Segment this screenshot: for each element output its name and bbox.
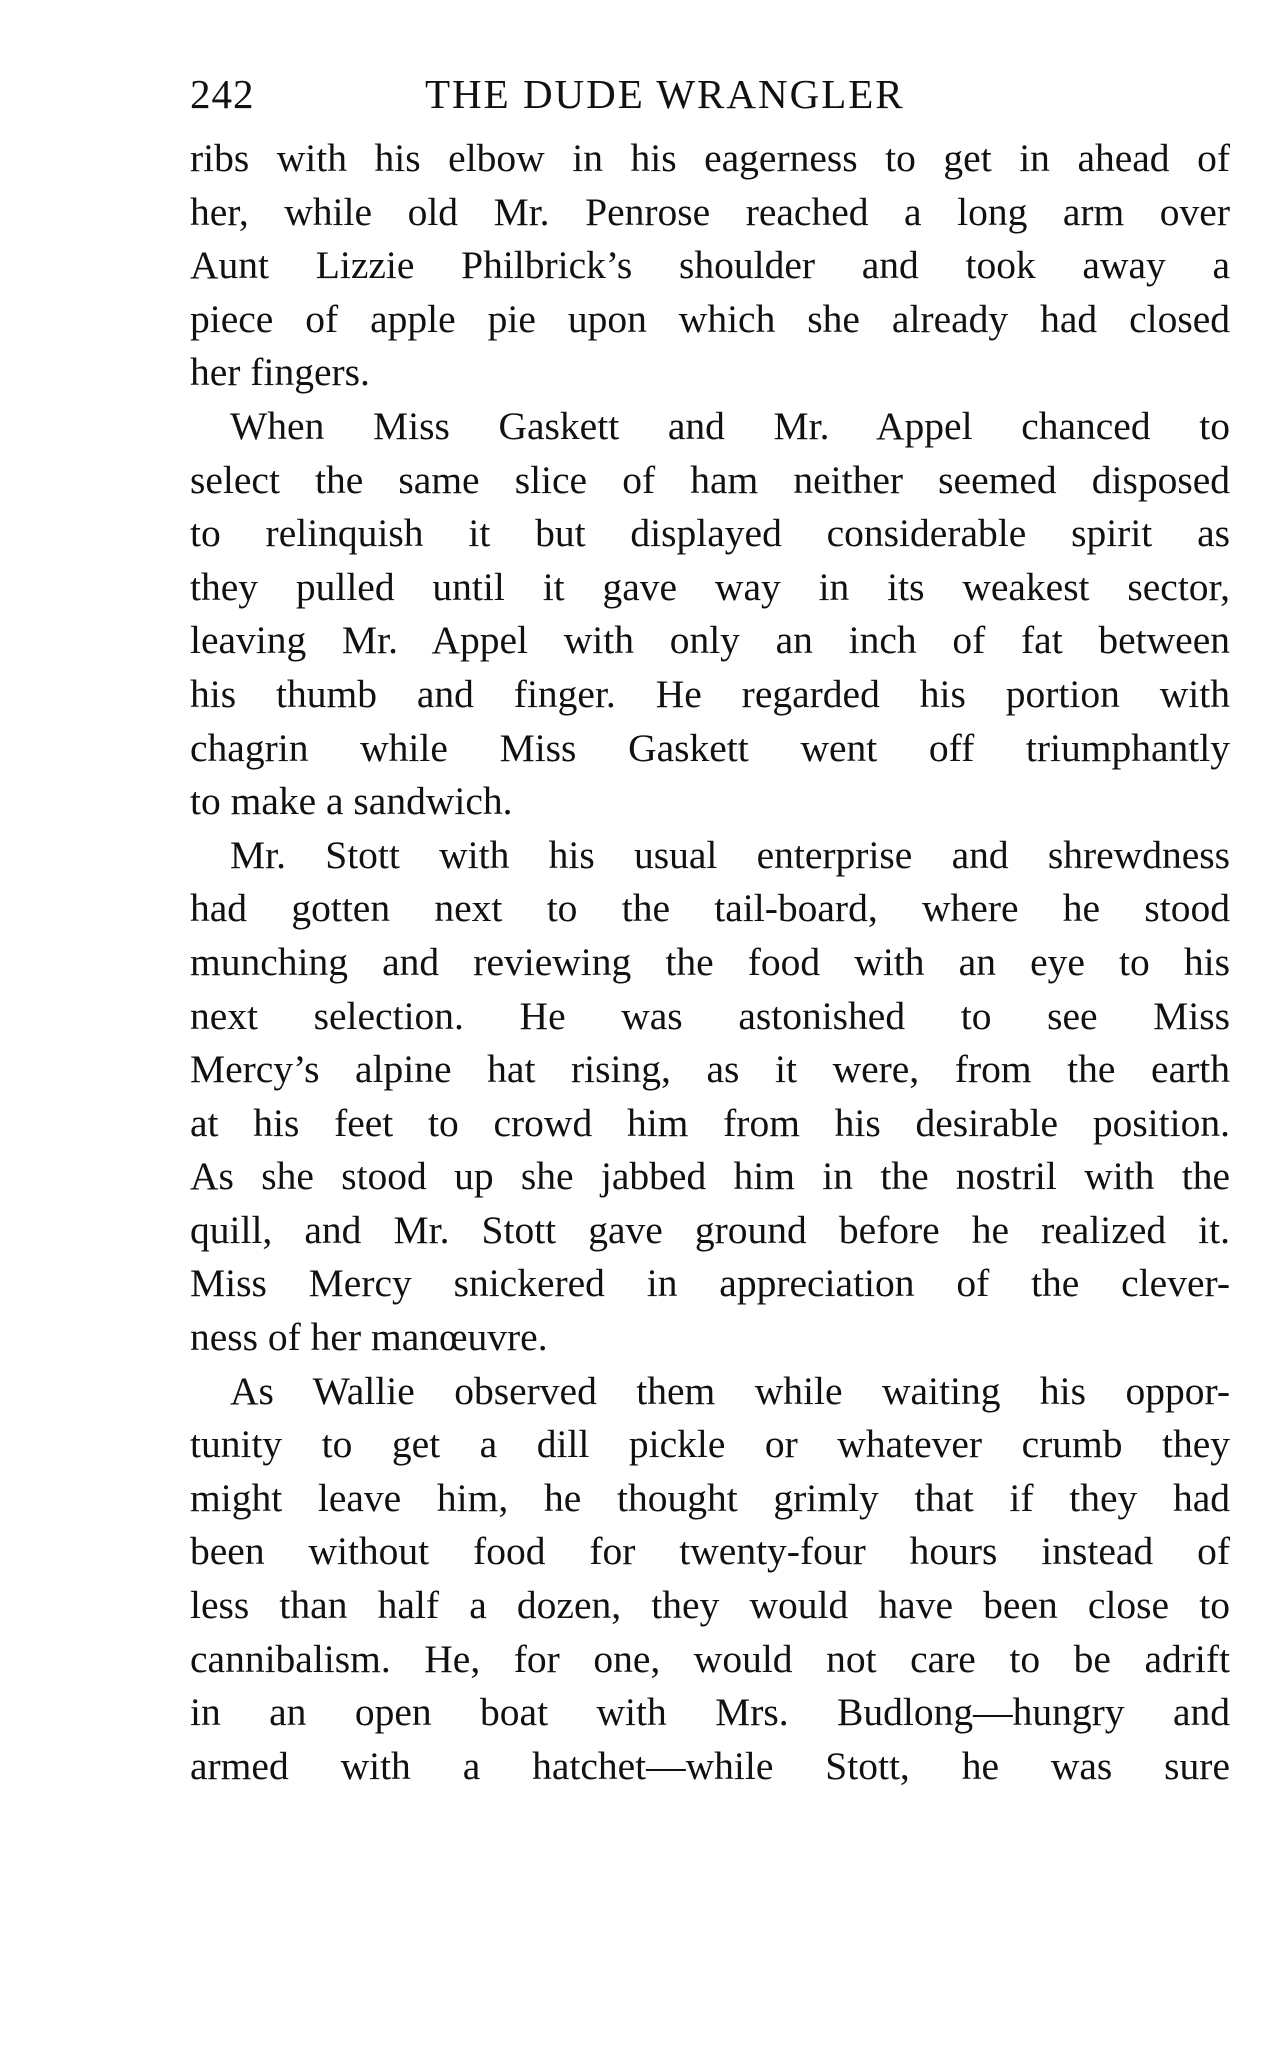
text-line: tunity to get a dill pickle or whatever crumb they xyxy=(190,1422,1230,1467)
text-line: As she stood up she jabbed him in the nostril with the xyxy=(190,1154,1230,1199)
text-line: ribs with his elbow in his eagerness to get in ahead of xyxy=(190,136,1230,180)
running-head xyxy=(190,70,1230,132)
text-line: munching and reviewing the food with an eye to his xyxy=(190,939,1230,984)
text-line: chagrin while Miss Gaskett went off triumphantly xyxy=(190,725,1230,770)
paragraph-first-line: Mr. Stott with his usual enterprise and shrewdness xyxy=(230,832,1230,877)
paragraph-first-line: When Miss Gaskett and Mr. Appel chanced to xyxy=(230,403,1230,448)
text-line: to relinquish it but displayed considerable spirit as xyxy=(190,511,1230,556)
text-line: might leave him, he thought grimly that if they had xyxy=(190,1475,1230,1520)
text-line: had gotten next to the tail-board, where he stood xyxy=(190,886,1230,931)
text-line: in an open boat with Mrs. Budlong—hungry and xyxy=(190,1690,1230,1735)
body-text xyxy=(190,132,1230,1793)
page-number: 242 xyxy=(190,71,255,117)
text-line: ness of her manœuvre. xyxy=(190,1315,548,1360)
text-line: piece of apple pie upon which she already had closed xyxy=(190,296,1230,341)
text-line: her, while old Mr. Penrose reached a long arm over xyxy=(190,189,1230,234)
running-title: THE DUDE WRANGLER xyxy=(425,71,905,117)
text-line: leaving Mr. Appel with only an inch of fat between xyxy=(190,618,1230,663)
text-line: they pulled until it gave way in its weakest sector, xyxy=(190,564,1230,609)
text-line: his thumb and finger. He regarded his portion with xyxy=(190,671,1230,716)
text-line: less than half a dozen, they would have been close to xyxy=(190,1583,1230,1628)
text-line: next selection. He was astonished to see Miss xyxy=(190,993,1230,1038)
text-line: been without food for twenty-four hours instead of xyxy=(190,1529,1230,1574)
text-line: to make a sandwich. xyxy=(190,779,513,824)
text-line: Aunt Lizzie Philbrick’s shoulder and took away a xyxy=(190,243,1230,288)
text-line: Miss Mercy snickered in appreciation of the clever- xyxy=(190,1261,1230,1306)
text-line: select the same slice of ham neither seemed disposed xyxy=(190,457,1230,502)
book-page xyxy=(190,70,1230,1793)
text-line: her fingers. xyxy=(190,350,370,395)
text-line: at his feet to crowd him from his desirable position. xyxy=(190,1100,1230,1145)
text-line: quill, and Mr. Stott gave ground before he realized it. xyxy=(190,1207,1230,1252)
paragraph-first-line: As Wallie observed them while waiting his oppor- xyxy=(230,1368,1230,1413)
text-line: Mercy’s alpine hat rising, as it were, from the earth xyxy=(190,1047,1230,1092)
text-line: armed with a hatchet—while Stott, he was sure xyxy=(190,1743,1230,1788)
text-line: cannibalism. He, for one, would not care to be adrift xyxy=(190,1636,1230,1681)
